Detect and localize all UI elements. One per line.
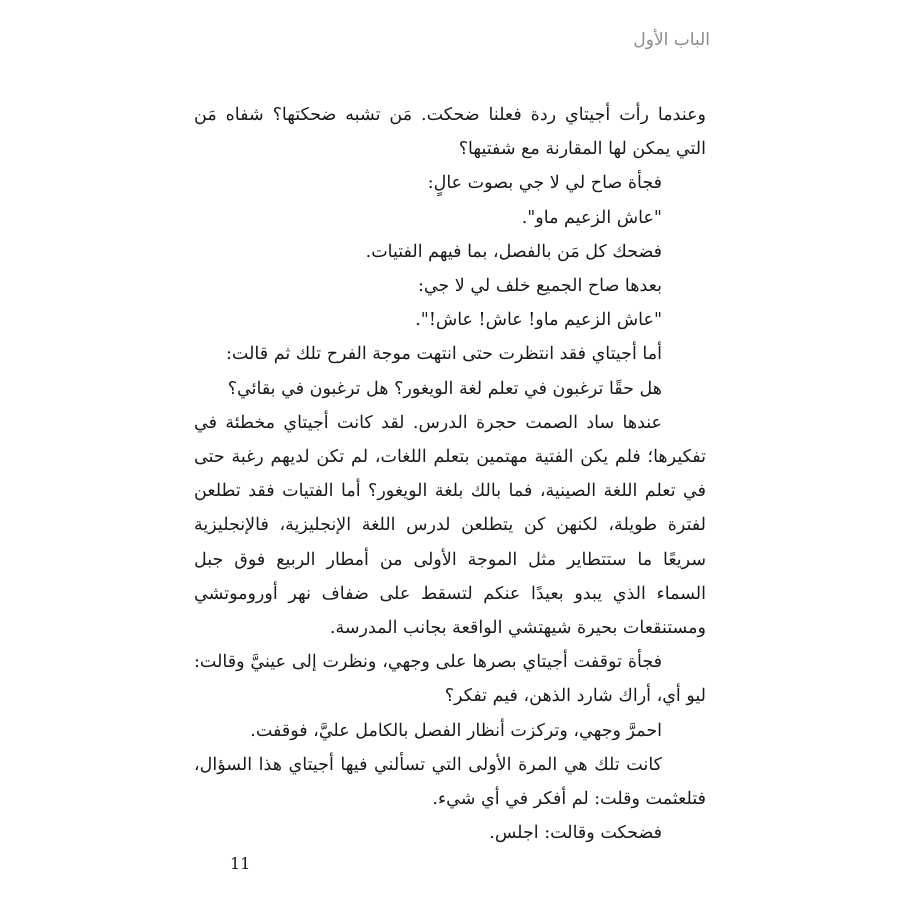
paragraph: "عاش الزعيم ماو! عاش! عاش!".: [415, 310, 662, 331]
paragraph: فجأة صاح لي لا جي بصوت عالٍ:: [427, 173, 662, 194]
paragraph: كانت تلك هي المرة الأولى التي تسألني فيها أجيتاي هذا السؤال، فتلعثمت وقلت: لم أفكر في أي شيء.: [194, 754, 706, 810]
paragraph: أما أجيتاي فقد انتظرت حتى انتهت موجة الفرح تلك ثم قالت:: [226, 344, 662, 365]
paragraph: هل حقًا ترغبون في تعلم لغة الويغور؟ هل ترغبون في بقائي؟: [227, 378, 662, 399]
running-header: الباب الأول: [633, 30, 710, 50]
paragraph: احمرَّ وجهي، وتركزت أنظار الفصل بالكامل عليَّ، فوقفت.: [250, 720, 662, 741]
paragraph: فضحك كل مَن بالفصل، بما فيهم الفتيات.: [365, 241, 662, 262]
paragraph: "عاش الزعيم ماو".: [521, 207, 662, 228]
paragraph: فجأة توقفت أجيتاي بصرها على وجهي، ونظرت إلى عينيَّ وقالت: ليو أي، أراك شارد الذهن، فيم تفكر؟: [194, 652, 706, 707]
paragraph: فضحكت وقالت: اجلس.: [489, 823, 662, 844]
body-text: [194, 98, 706, 850]
paragraph: عندها ساد الصمت حجرة الدرس. لقد كانت أجيتاي مخطئة في تفكيرها؛ فلم يكن الفتية مهتمين بتعلم اللغات، لم تكن لديهم رغبة حتى في تعلم اللغة الصينية، فما بالك بلغة الويغور؟ أما الفتيات فقد تطلعن لفترة طويلة، لكنهن كن يتطلعن لدرس اللغة الإنجليزية، فالإنجليزية سريعًا ما ستتطاير مثل الموجة الأولى من أمطار الربيع فوق جبل السماء الذي يبدو بعيدًا عنكم لتسقط على ضفاف نهر أوروموتشي ومستنقعات بحيرة شيهتشي الواقعة بجانب المدرسة.: [194, 412, 706, 639]
page-number: 11: [230, 854, 251, 873]
paragraph: وعندما رأت أجيتاي ردة فعلنا ضحكت. مَن تشبه ضحكتها؟ شفاه مَن التي يمكن لها المقارنة مع شفتيها؟: [194, 105, 706, 160]
paragraph: بعدها صاح الجميع خلف لي لا جي:: [417, 276, 662, 297]
